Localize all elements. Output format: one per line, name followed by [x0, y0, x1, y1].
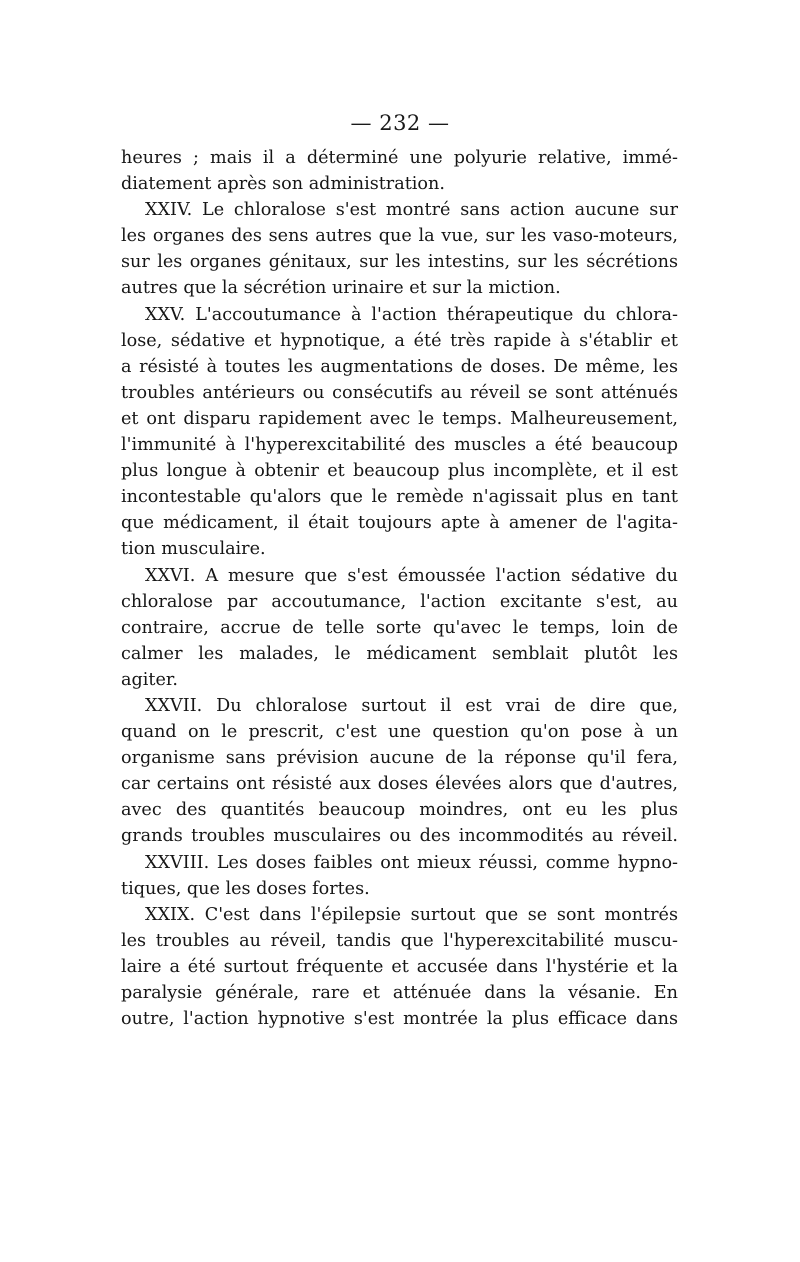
text-line: lose, sédative et hypnotique, a été très rapide à s'établir et: [121, 330, 678, 351]
text-line: heures ; mais il a déterminé une polyurie relative, immé-: [121, 148, 678, 168]
text-line: XXIX. C'est dans l'épilepsie surtout que se sont montrés: [145, 904, 678, 925]
text-line: tiques, que les doses fortes.: [121, 878, 370, 899]
body-text: [121, 145, 678, 1032]
text-line: calmer les malades, le médicament semblait plutôt les: [121, 643, 678, 664]
text-line: XXVI. A mesure que s'est émoussée l'action sédative du: [145, 565, 678, 586]
text-line: grands troubles musculaires ou des incommodités au réveil.: [121, 826, 678, 847]
text-line: et ont disparu rapidement avec le temps. Malheureusement,: [121, 408, 678, 429]
text-line: XXIV. Le chloralose s'est montré sans action aucune sur: [145, 200, 678, 221]
text-line: l'immunité à l'hyperexcitabilité des muscles a été beaucoup: [121, 435, 678, 456]
page-number: — 232 —: [350, 111, 450, 135]
text-line: car certains ont résisté aux doses élevées alors que d'autres,: [121, 774, 678, 795]
text-line: avec des quantités beaucoup moindres, ont eu les plus: [121, 800, 678, 821]
text-line: XXV. L'accoutumance à l'action thérapeutique du chlora-: [145, 304, 678, 325]
text-line: que médicament, il était toujours apte à amener de l'agita-: [121, 513, 678, 534]
text-line: les organes des sens autres que la vue, sur les vaso-moteurs,: [121, 226, 678, 247]
text-line: diatement après son administration.: [121, 174, 445, 195]
text-line: a résisté à toutes les augmentations de doses. De même, les: [121, 356, 678, 377]
text-line: outre, l'action hypnotive s'est montrée la plus efficace dans: [121, 1009, 678, 1030]
text-line: laire a été surtout fréquente et accusée dans l'hystérie et la: [121, 956, 678, 977]
text-line: organisme sans prévision aucune de la réponse qu'il fera,: [121, 748, 678, 769]
text-line: XXVII. Du chloralose surtout il est vrai de dire que,: [145, 695, 678, 716]
text-line: autres que la sécrétion urinaire et sur la miction.: [121, 278, 561, 299]
text-line: incontestable qu'alors que le remède n'agissait plus en tant: [121, 487, 678, 508]
text-line: tion musculaire.: [121, 539, 266, 560]
text-line: paralysie générale, rare et atténuée dans la vésanie. En: [121, 983, 678, 1003]
text-line: sur les organes génitaux, sur les intestins, sur les sécrétions: [121, 252, 678, 273]
text-line: troubles antérieurs ou consécutifs au réveil se sont atténués: [121, 382, 678, 403]
text-line: agiter.: [121, 669, 178, 690]
text-line: contraire, accrue de telle sorte qu'avec le temps, loin de: [121, 617, 678, 638]
text-line: les troubles au réveil, tandis que l'hyperexcitabilité muscu-: [121, 930, 678, 951]
text-line: chloralose par accoutumance, l'action excitante s'est, au: [121, 591, 678, 612]
text-line: quand on le prescrit, c'est une question qu'on pose à un: [121, 722, 678, 743]
text-line: XXVIII. Les doses faibles ont mieux réussi, comme hypno-: [145, 852, 678, 873]
text-line: plus longue à obtenir et beaucoup plus incomplète, et il est: [121, 461, 678, 482]
